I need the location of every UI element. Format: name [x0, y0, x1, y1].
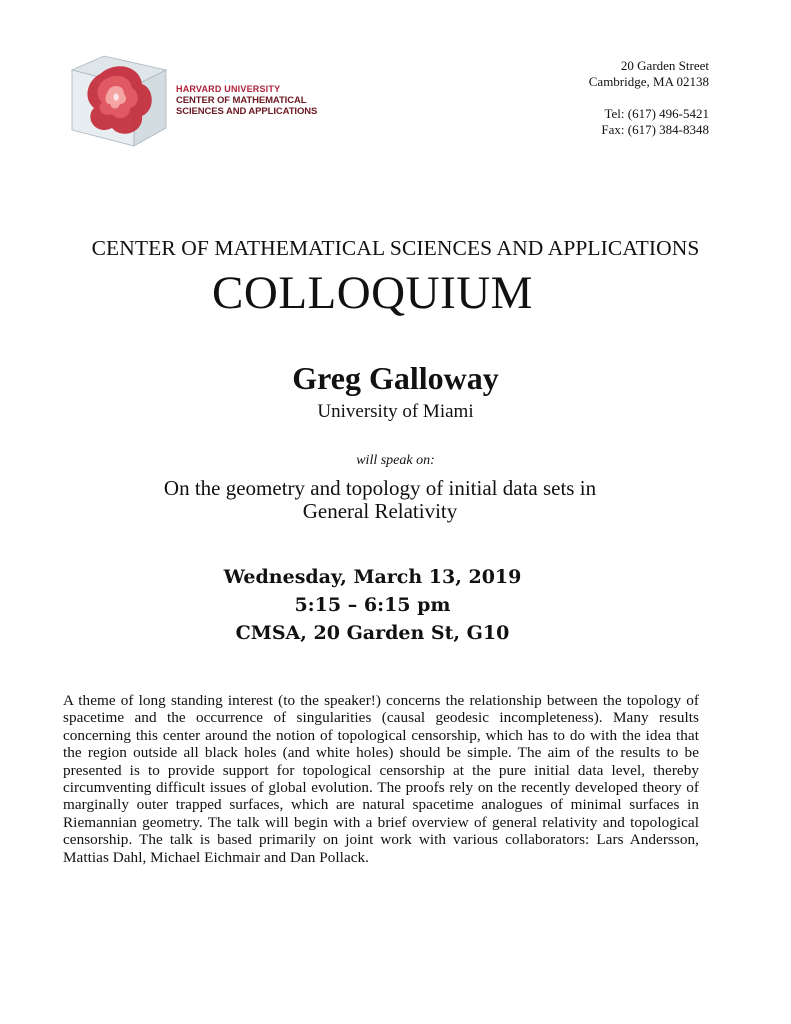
- cmsa-logo: [70, 54, 170, 148]
- talk-title-line-2: General Relativity: [302, 499, 458, 523]
- event-location: CMSA, 20 Garden St, G10: [235, 622, 510, 644]
- center-heading: CENTER OF MATHEMATICAL SCIENCES AND APPLICATIONS: [91, 236, 700, 260]
- event-date: Wednesday, March 13, 2019: [223, 566, 522, 588]
- address-city: Cambridge, MA 02138: [588, 74, 709, 89]
- abstract-text: A theme of long standing interest (to the speaker!) concerns the relationship between the topology of spacetime and the occurrence of singularities (causal geodesic incompleteness). Many results concerning this center around the notion of topological censorship, which has to do with the idea that the region outside all black holes (and white holes) should be simple. The aim of the results to be presented is to provide support for topological censorship at the pure initial data level, thereby circumventing difficult issues of global evolution. The proofs rely on the recently developed theory of marginally outer trapped surfaces, which are natural spacetime analogues of minimal surfaces in Riemannian geometry. The talk will begin with a brief overview of general relativity and topological censorship. The talk is based primarily on joint work with various collaborators: Lars Andersson, Mattias Dahl, Michael Eichmair and Dan Pollack.: [63, 692, 699, 866]
- talk-intro: will speak on:: [356, 453, 435, 468]
- logo-center-line-2: SCIENCES AND APPLICATIONS: [176, 106, 318, 117]
- address-street: 20 Garden Street: [620, 58, 709, 73]
- talk-title-line-1: On the geometry and topology of initial data sets in: [163, 476, 597, 500]
- speaker-affiliation: University of Miami: [317, 401, 474, 422]
- logo-university: HARVARD UNIVERSITY: [176, 84, 281, 94]
- speaker-name: Greg Galloway: [292, 360, 499, 396]
- logo-center-line-1: CENTER OF MATHEMATICAL: [176, 95, 307, 106]
- series-title: COLLOQUIUM: [212, 267, 533, 319]
- fax-number: Fax: (617) 384-8348: [601, 122, 709, 137]
- event-time: 5:15 – 6:15 pm: [294, 594, 451, 616]
- phone-number: Tel: (617) 496-5421: [604, 106, 709, 121]
